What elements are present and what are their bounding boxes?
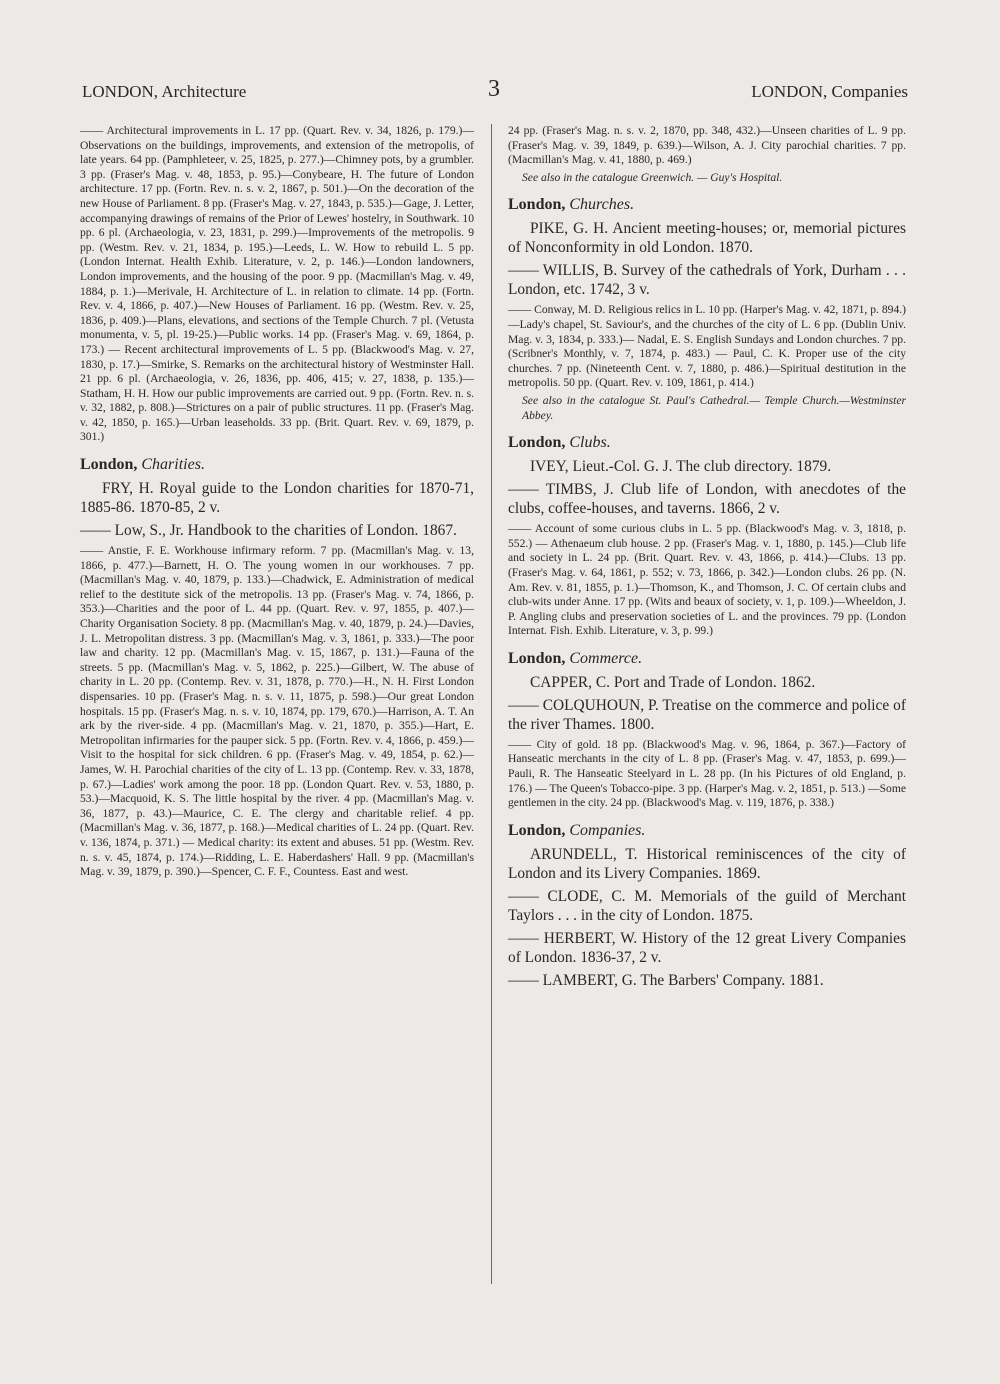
churches-references: —— Conway, M. D. Religious relics in L. 10 pp. (Harper's Mag. v. 42, 1871, p. 894.)—Lady's chapel, St. Saviour's, and the churches of the city of L. 6 pp. (Dublin Univ. Mag. v. 3, 1834, p. 333.)— Nadal, E. S. English Sundays and London churches. 7 pp. (Scribner's Monthly, v. 7, 1874, p. 483.) — Paul, C. K. Proper use of the city churches. 7 pp. (Nineteenth Cent. v. 7, 1880, p. 486.)—Spiritual destitution in the metropolis. 50 pp. (Quart. Rev. v. 109, 1861, p. 414.) xyxy=(508,303,906,390)
churches-see-also: See also in the catalogue St. Paul's Cathedral.— Temple Church.—Westminster Abbey. xyxy=(522,393,906,422)
section-heading-name: London, xyxy=(508,821,566,839)
charities-entry-low: —— Low, S., Jr. Handbook to the charities of London. 1867. xyxy=(80,522,457,540)
commerce-references: —— City of gold. 18 pp. (Blackwood's Mag. v. 96, 1864, p. 367.)—Factory of Hanseatic merchants in the city of L. 8 pp. (Fraser's Mag. v. 47, 1853, p. 699.)—Pauli, R. The Hanseatic Steelyard in L. 28 pp. (In his Pictures of old England, p. 176.) — The Queen's Tobacco-pipe. 3 pp. (Harper's Mag. v. 2, 1851, p. 513.) —Some gentlemen in the city. 24 pp. (Blackwood's Mag. v. 119, 1876, p. 338.) xyxy=(508,737,906,810)
left-column xyxy=(80,124,474,883)
charities-see-also: See also in the catalogue Greenwich. — Guy's Hospital. xyxy=(522,170,783,184)
companies-entry-herbert: —— HERBERT, W. History of the 12 great Livery Companies of London. 1836-37, 2 v. xyxy=(508,929,906,966)
commerce-entry-capper: CAPPER, C. Port and Trade of London. 1862. xyxy=(530,673,816,691)
section-heading-topic: Churches. xyxy=(569,196,635,214)
section-heading-name: London, xyxy=(80,456,138,474)
section-heading-companies xyxy=(508,821,906,841)
architecture-references: —— Architectural improvements in L. 17 pp. (Quart. Rev. v. 34, 1826, p. 179.)—Observations on the buildings, improvements, and extension of the metropolis, of late years. 64 pp. (Pamphleteer, v. 25, 1825, p. 277.)—Chimney pots, by a grumbler. 3 pp. (Fraser's Mag. v. 48, 1853, p. 95.)—Conybeare, H. The future of London architecture. 17 pp. (Fortn. Rev. n. s. v. 2, 1867, p. 501.)—On the decoration of the new House of Parliament. 8 pp. (Fraser's Mag. v. 27, 1843, p. 535.)—Gage, J. Letter, accompanying drawings of remains of the Prior of Lewes' hostelry, in Southwark. 10 pp. 6 pl. (Archaeologia, v. 23, 1831, p. 299.)—Improvements of the metropolis. 9 pp. (Westm. Rev. v. 21, 1834, p. 195.)—Leeds, L. W. How to rebuild L. 5 pp. (London Internat. Health Exhib. Literature, v. 2, p. 146.)—London landowners, London improvements, and the housing of the poor. 9 pp. (Macmillan's Mag. v. 49, 1884, p. 1.)—Merivale, H. Architecture of L. in relation to climate. 14 pp. (Fortn. Rev. v. 4, 1866, p. 407.)—New Houses of Parliament. 16 pp. (Westm. Rev. v. 25, 1836, p. 409.)—Plans, elevations, and sections of the Temple Church. 7 pl. (Vetusta monumenta, v. 5, pl. 19-25.)—Public works. 14 pp. (Fraser's Mag. v. 69, 1864, p. 173.) — Recent architectural improvements of L. 5 pp. (Blackwood's Mag. v. 27, 1830, p. 17.)—Smirke, S. Remarks on the architectural history of Westminster Hall. 21 pp. 6 pl. (Archaeologia, v. 26, 1836, pp. 406, 415; v. 27, 1838, p. 135.)—Statham, H. H. How our public improvements are carried out. 9 pp. (Fortn. Rev. n. s. v. 32, 1882, p. 808.)—Strictures on a pair of public structures. 11 pp. (Fraser's Mag. v. 42, 1850, p. 165.)—Urban leaseholds. 33 pp. (Brit. Quart. Rev. v. 69, 1879, p. 301.) xyxy=(80,124,475,444)
churches-entry-willis: —— WILLIS, B. Survey of the cathedrals of York, Durham . . . London, etc. 1742, 3 v. xyxy=(508,262,906,299)
companies-entry-clode: —— CLODE, C. M. Memorials of the guild of Merchant Taylors . . . in the city of London. 1875. xyxy=(508,887,906,924)
clubs-entry-timbs: —— TIMBS, J. Club life of London, with anecdotes of the clubs, coffee-houses, and taverns. 1866, 2 v. xyxy=(508,481,906,518)
section-heading-name: London, xyxy=(508,196,566,214)
section-heading-name: London, xyxy=(508,434,566,452)
page-header xyxy=(82,76,908,112)
page-number: 3 xyxy=(488,76,500,102)
charities-references-continued: 24 pp. (Fraser's Mag. n. s. v. 2, 1870, pp. 348, 432.)—Unseen charities of L. 9 pp. (Fraser's Mag. v. 39, 1849, p. 639.)—Wilson, A. J. City parochial charities. 7 pp. (Macmillan's Mag. v. 41, 1880, p. 469.) xyxy=(508,124,906,167)
section-heading-charities xyxy=(80,455,474,475)
section-heading-topic: Companies. xyxy=(569,821,646,839)
clubs-entry-ivey: IVEY, Lieut.-Col. G. J. The club directory. 1879. xyxy=(530,458,832,476)
clubs-references: —— Account of some curious clubs in L. 5 pp. (Blackwood's Mag. v. 3, 1818, p. 552.) — Athenaeum club house. 2 pp. (Fraser's Mag. v. 1, 1880, p. 145.)—Club life and society in L. 24 pp. (Brit. Quart. Rev. v. 43, 1866, p. 414.)—Clubs. 13 pp. (Fraser's Mag. v. 64, 1861, p. 552; v. 73, 1866, p. 342.)—London clubs. 26 pp. (N. Am. Rev. v. 81, 1855, p. 1.)—Thomson, K., and Thomson, J. C. Of certain clubs and club-wits under Anne. 17 pp. (Wits and beaux of society, v. 1, p. 109.)—Wheeldon, J. P. Angling clubs and preservation societies of L. and the provinces. 79 pp. (London Internat. Fish. Exhib. Literature, v. 3, p. 99.) xyxy=(508,522,906,638)
column-divider xyxy=(491,124,492,1284)
commerce-entry-colquhoun: —— COLQUHOUN, P. Treatise on the commerce and police of the river Thames. 1800. xyxy=(508,696,906,733)
charities-references: —— Anstie, F. E. Workhouse infirmary reform. 7 pp. (Macmillan's Mag. v. 13, 1866, p. 477.)—Barnett, H. O. The young women in our workhouses. 7 pp. (Macmillan's Mag. v. 40, 1879, p. 133.)—Chadwick, E. Administration of medical relief to the destitute sick of the metropolis. 13 pp. (Fraser's Mag. v. 74, 1866, p. 353.)—Charities and the poor of L. 44 pp. (Quart. Rev. v. 97, 1855, p. 407.)—Charity Organisation Society. 8 pp. (Macmillan's Mag. v. 40, 1879, p. 24.)—Davies, J. L. Metropolitan distress. 3 pp. (Macmillan's Mag. v. 3, 1861, p. 333.)—The poor law and charity. 12 pp. (Macmillan's Mag. v. 15, 1867, p. 131.)—Fauna of the streets. 5 pp. (Macmillan's Mag. v. 5, 1862, p. 225.)—Gilbert, W. The abuse of charity in L. 20 pp. (Contemp. Rev. v. 31, 1878, p. 770.)—H., N. H. First London dispensaries. 10 pp. (Fraser's Mag. n. s. v. 11, 1875, p. 598.)—Our great London hospitals. 15 pp. (Fraser's Mag. n. s. v. 10, 1874, pp. 179, 670.)—Harrison, A. T. An ark by the river-side. 4 pp. (Macmillan's Mag. v. 21, 1870, p. 355.)—Hart, E. Metropolitan infirmaries for the pauper sick. 5 pp. (Fortn. Rev. v. 4, 1866, p. 459.)—Visit to the hospital for sick children. 6 pp. (Fraser's Mag. v. 49, 1854, p. 62.)—James, W. H. Parochial charities of the city of L. 13 pp. (Contemp. Rev. v. 33, 1878, p. 67.)—Ladies' work among the poor. 18 pp. (London Quart. Rev. v. 53, 1880, p. 53.)—Macquoid, K. S. The little hospital by the river. 4 pp. (Macmillan's Mag. v. 36, 1877, p. 43.)—Maurice, C. E. The clergy and charitable relief. 4 pp. (Macmillan's Mag. v. 36, 1877, p. 168.)—Medical charities of L. 24 pp. (Quart. Rev. v. 136, 1874, p. 371.) — Medical charity: its extent and abuses. 51 pp. (Westm. Rev. n. s. v. 45, 1874, p. 174.)—Ridding, L. E. Haberdashers' Hall. 9 pp. (Macmillan's Mag. v. 39, 1879, p. 390.)—Spencer, C. F. F., Countess. East and west. xyxy=(80,544,474,879)
section-heading-clubs xyxy=(508,433,906,453)
section-heading-topic: Charities. xyxy=(141,456,205,474)
companies-entry-lambert: —— LAMBERT, G. The Barbers' Company. 1881. xyxy=(508,971,824,989)
charities-entry-fry: FRY, H. Royal guide to the London charities for 1870-71, 1885-86. 1870-85, 2 v. xyxy=(80,480,474,517)
section-heading-commerce xyxy=(508,649,906,669)
right-column xyxy=(508,124,906,994)
section-heading-topic: Clubs. xyxy=(569,434,611,452)
running-head-right: LONDON, Companies xyxy=(751,82,908,101)
companies-entry-arundell: ARUNDELL, T. Historical reminiscences of the city of London and its Livery Companies. 1869. xyxy=(508,845,906,882)
section-heading-name: London, xyxy=(508,649,566,667)
running-head-left: LONDON, Architecture xyxy=(82,82,247,101)
section-heading-churches xyxy=(508,195,906,215)
churches-entry-pike: PIKE, G. H. Ancient meeting-houses; or, memorial pictures of Nonconformity in old London. 1870. xyxy=(508,220,906,257)
section-heading-topic: Commerce. xyxy=(569,649,643,667)
